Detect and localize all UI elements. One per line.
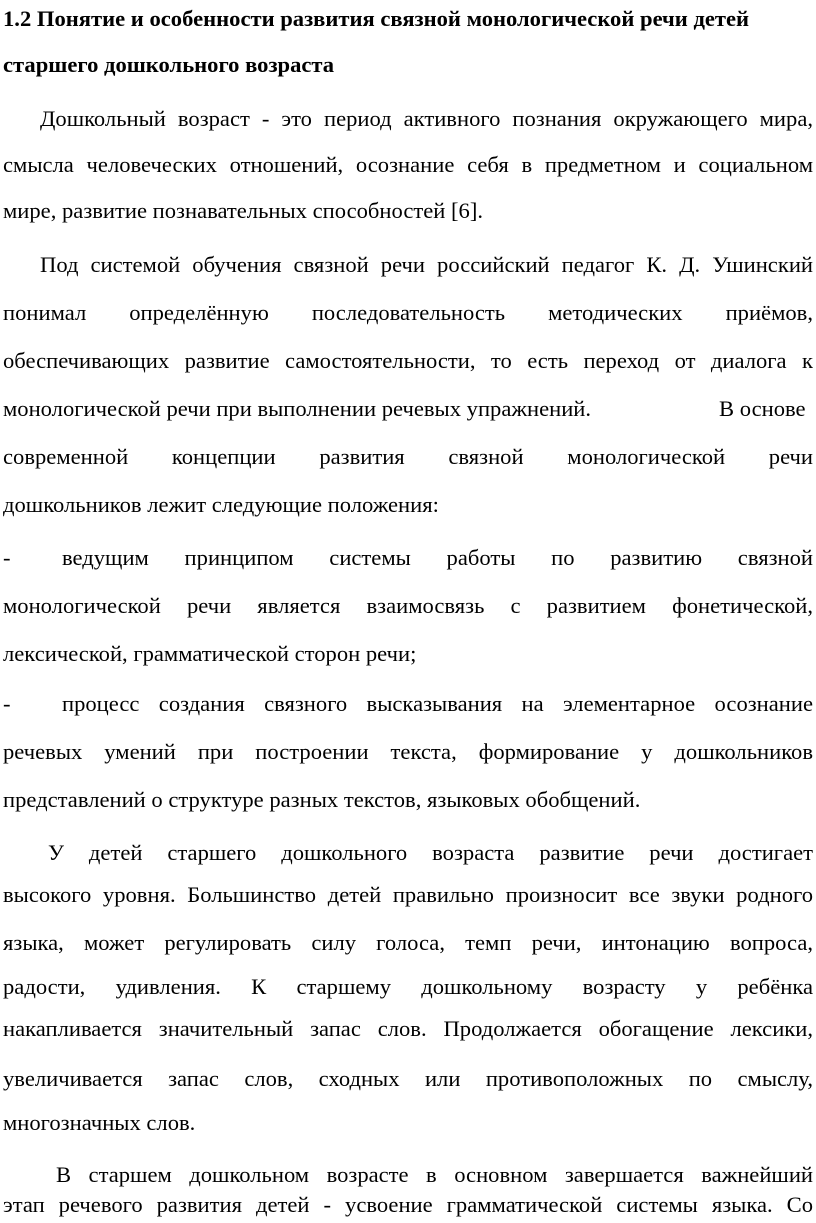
paragraph-1-line-3: мире, развитие познавательных способностей [6]. [3,198,484,223]
bullet-2-line-2: речевых умений при построении текста, формирование у дошкольников [3,739,813,764]
paragraph-3-line-7: многозначных слов. [3,1110,196,1135]
bullet-1-line-2: монологической речи является взаимосвязь с развитием фонетической, [3,593,813,618]
bullet-1-dash: - [3,545,11,570]
paragraph-1-line-2: смысла человеческих отношений, осознание себя в предметном и социальном [3,152,813,177]
paragraph-3-line-3: языка, может регулировать силу голоса, темп речи, интонацию вопроса, [3,930,813,955]
paragraph-2-line-5: современной концепции развития связной монологической речи [3,444,813,469]
paragraph-2-line-2: понимал определённую последовательность методических приёмов, [3,300,813,325]
paragraph-3-line-5: накапливается значительный запас слов. Продолжается обогащение лексики, [3,1016,813,1041]
paragraph-3-line-2: высокого уровня. Большинство детей правильно произносит все звуки родного [3,882,813,907]
bullet-2-line-3: представлений о структуре разных текстов, языковых обобщений. [3,787,641,812]
paragraph-4-line-1: В старшем дошкольном возрасте в основном завершается важнейший [56,1162,813,1187]
paragraph-2-line-3: обеспечивающих развитие самостоятельности, то есть переход от диалога к [3,348,813,373]
section-heading-line-2: старшего дошкольного возраста [3,52,335,77]
bullet-1-line-3: лексической, грамматической сторон речи; [3,641,417,666]
bullet-2-dash: - [3,691,11,716]
paragraph-3-line-6: увеличивается запас слов, сходных или противоположных по смыслу, [3,1066,813,1091]
paragraph-2-line-6: дошкольников лежит следующие положения: [3,492,439,517]
bullet-1-line-1: ведущим принципом системы работы по развитию связной [62,545,813,570]
section-heading-line-1: 1.2 Понятие и особенности развития связной монологической речи детей [3,6,750,31]
paragraph-1-line-1: Дошкольный возраст - это период активного познания окружающего мира, [40,106,813,131]
paragraph-3-line-1: У детей старшего дошкольного возраста развитие речи достигает [48,840,813,865]
paragraph-3-line-4: радости, удивления. К старшему дошкольному возрасту у ребёнка [3,974,813,999]
paragraph-4-line-2: этап речевого развития детей - усвоение грамматической системы языка. Со [3,1192,813,1217]
bullet-2-line-1: процесс создания связного высказывания на элементарное осознание [62,691,813,716]
paragraph-2-line-4: монологической речи при выполнении речевых упражнений. [3,396,592,421]
paragraph-2-line-4-tail: В основе [719,396,806,421]
paragraph-2-line-1: Под системой обучения связной речи российский педагог К. Д. Ушинский [40,252,813,277]
